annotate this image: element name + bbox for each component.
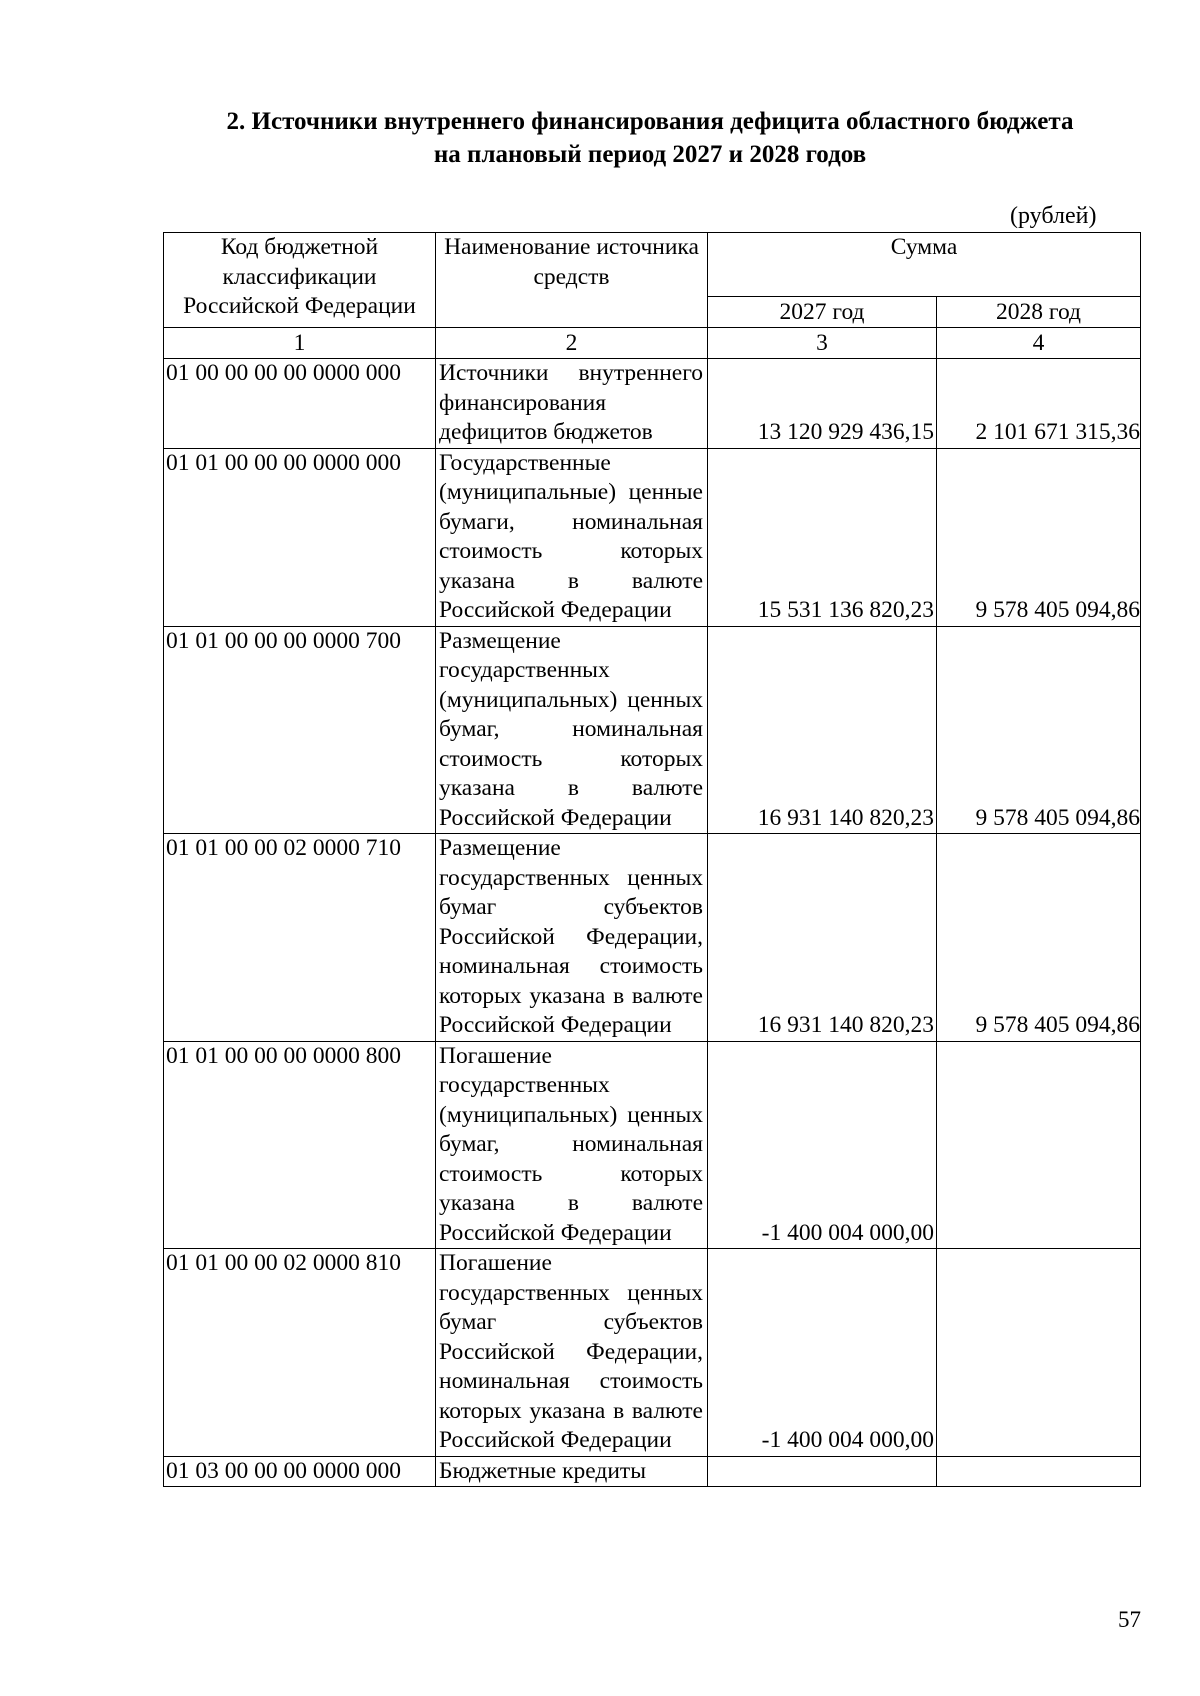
row-code: 01 01 00 00 00 0000 000: [164, 448, 436, 626]
row-name: Государственные (муниципальные) ценные бумаги, номинальная стоимость которых указана в валюте Российской Федерации: [436, 448, 708, 626]
row-name: Погашение государственных (муниципальных) ценных бумаг, номинальная стоимость которых указана в валюте Российской Федерации: [436, 1041, 708, 1249]
units-label: (рублей): [1010, 203, 1097, 229]
row-amount-2027: -1 400 004 000,00: [708, 1041, 937, 1249]
column-number-2: 2: [436, 328, 708, 359]
row-amount-2028: [937, 1456, 1141, 1487]
row-amount-2028: [937, 1041, 1141, 1249]
table-row: [164, 1456, 1141, 1487]
header-year-2028: 2028 год: [937, 297, 1141, 328]
row-amount-2027: 16 931 140 820,23: [708, 834, 937, 1042]
row-amount-2027: -1 400 004 000,00: [708, 1249, 937, 1457]
table-row: [164, 1249, 1141, 1457]
page-number: 57: [1118, 1607, 1141, 1632]
table-row: [164, 626, 1141, 834]
column-number-3: 3: [708, 328, 937, 359]
header-code: Код бюджетной классификации Российской Федерации: [164, 233, 436, 328]
row-amount-2028: 2 101 671 315,36: [937, 359, 1141, 449]
row-code: 01 01 00 00 00 0000 700: [164, 626, 436, 834]
title-line-2: на плановый период 2027 и 2028 годов: [433, 141, 867, 168]
row-name: Бюджетные кредиты: [436, 1456, 708, 1487]
row-name: Размещение государственных ценных бумаг субъектов Российской Федерации, номинальная стоимость которых указана в валюте Российской Федерации: [436, 834, 708, 1042]
table-row: [164, 1041, 1141, 1249]
row-amount-2028: 9 578 405 094,86: [937, 834, 1141, 1042]
header-name: Наименование источника средств: [436, 233, 708, 328]
row-amount-2027: 15 531 136 820,23: [708, 448, 937, 626]
header-year-2027: 2027 год: [708, 297, 937, 328]
row-code: 01 00 00 00 00 0000 000: [164, 359, 436, 449]
row-name: Размещение государственных (муниципальных) ценных бумаг, номинальная стоимость которых указана в валюте Российской Федерации: [436, 626, 708, 834]
sources-table: [163, 232, 1141, 1487]
row-code: 01 03 00 00 00 0000 000: [164, 1456, 436, 1487]
row-amount-2027: 13 120 929 436,15: [708, 359, 937, 449]
row-amount-2028: 9 578 405 094,86: [937, 448, 1141, 626]
document-title: [150, 105, 1150, 171]
header-sum: Сумма: [708, 233, 1141, 297]
title-line-1: 2. Источники внутреннего финансирования дефицита областного бюджета: [226, 108, 1074, 135]
column-number-1: 1: [164, 328, 436, 359]
table-row: [164, 834, 1141, 1042]
row-name: Погашение государственных ценных бумаг субъектов Российской Федерации, номинальная стоимость которых указана в валюте Российской Федерации: [436, 1249, 708, 1457]
row-amount-2027: 16 931 140 820,23: [708, 626, 937, 834]
row-amount-2027: [708, 1456, 937, 1487]
row-code: 01 01 00 00 02 0000 810: [164, 1249, 436, 1457]
table-row: [164, 448, 1141, 626]
column-number-4: 4: [937, 328, 1141, 359]
row-amount-2028: 9 578 405 094,86: [937, 626, 1141, 834]
row-name: Источники внутреннего финансирования дефицитов бюджетов: [436, 359, 708, 449]
table-row: [164, 359, 1141, 449]
row-amount-2028: [937, 1249, 1141, 1457]
row-code: 01 01 00 00 02 0000 710: [164, 834, 436, 1042]
row-code: 01 01 00 00 00 0000 800: [164, 1041, 436, 1249]
